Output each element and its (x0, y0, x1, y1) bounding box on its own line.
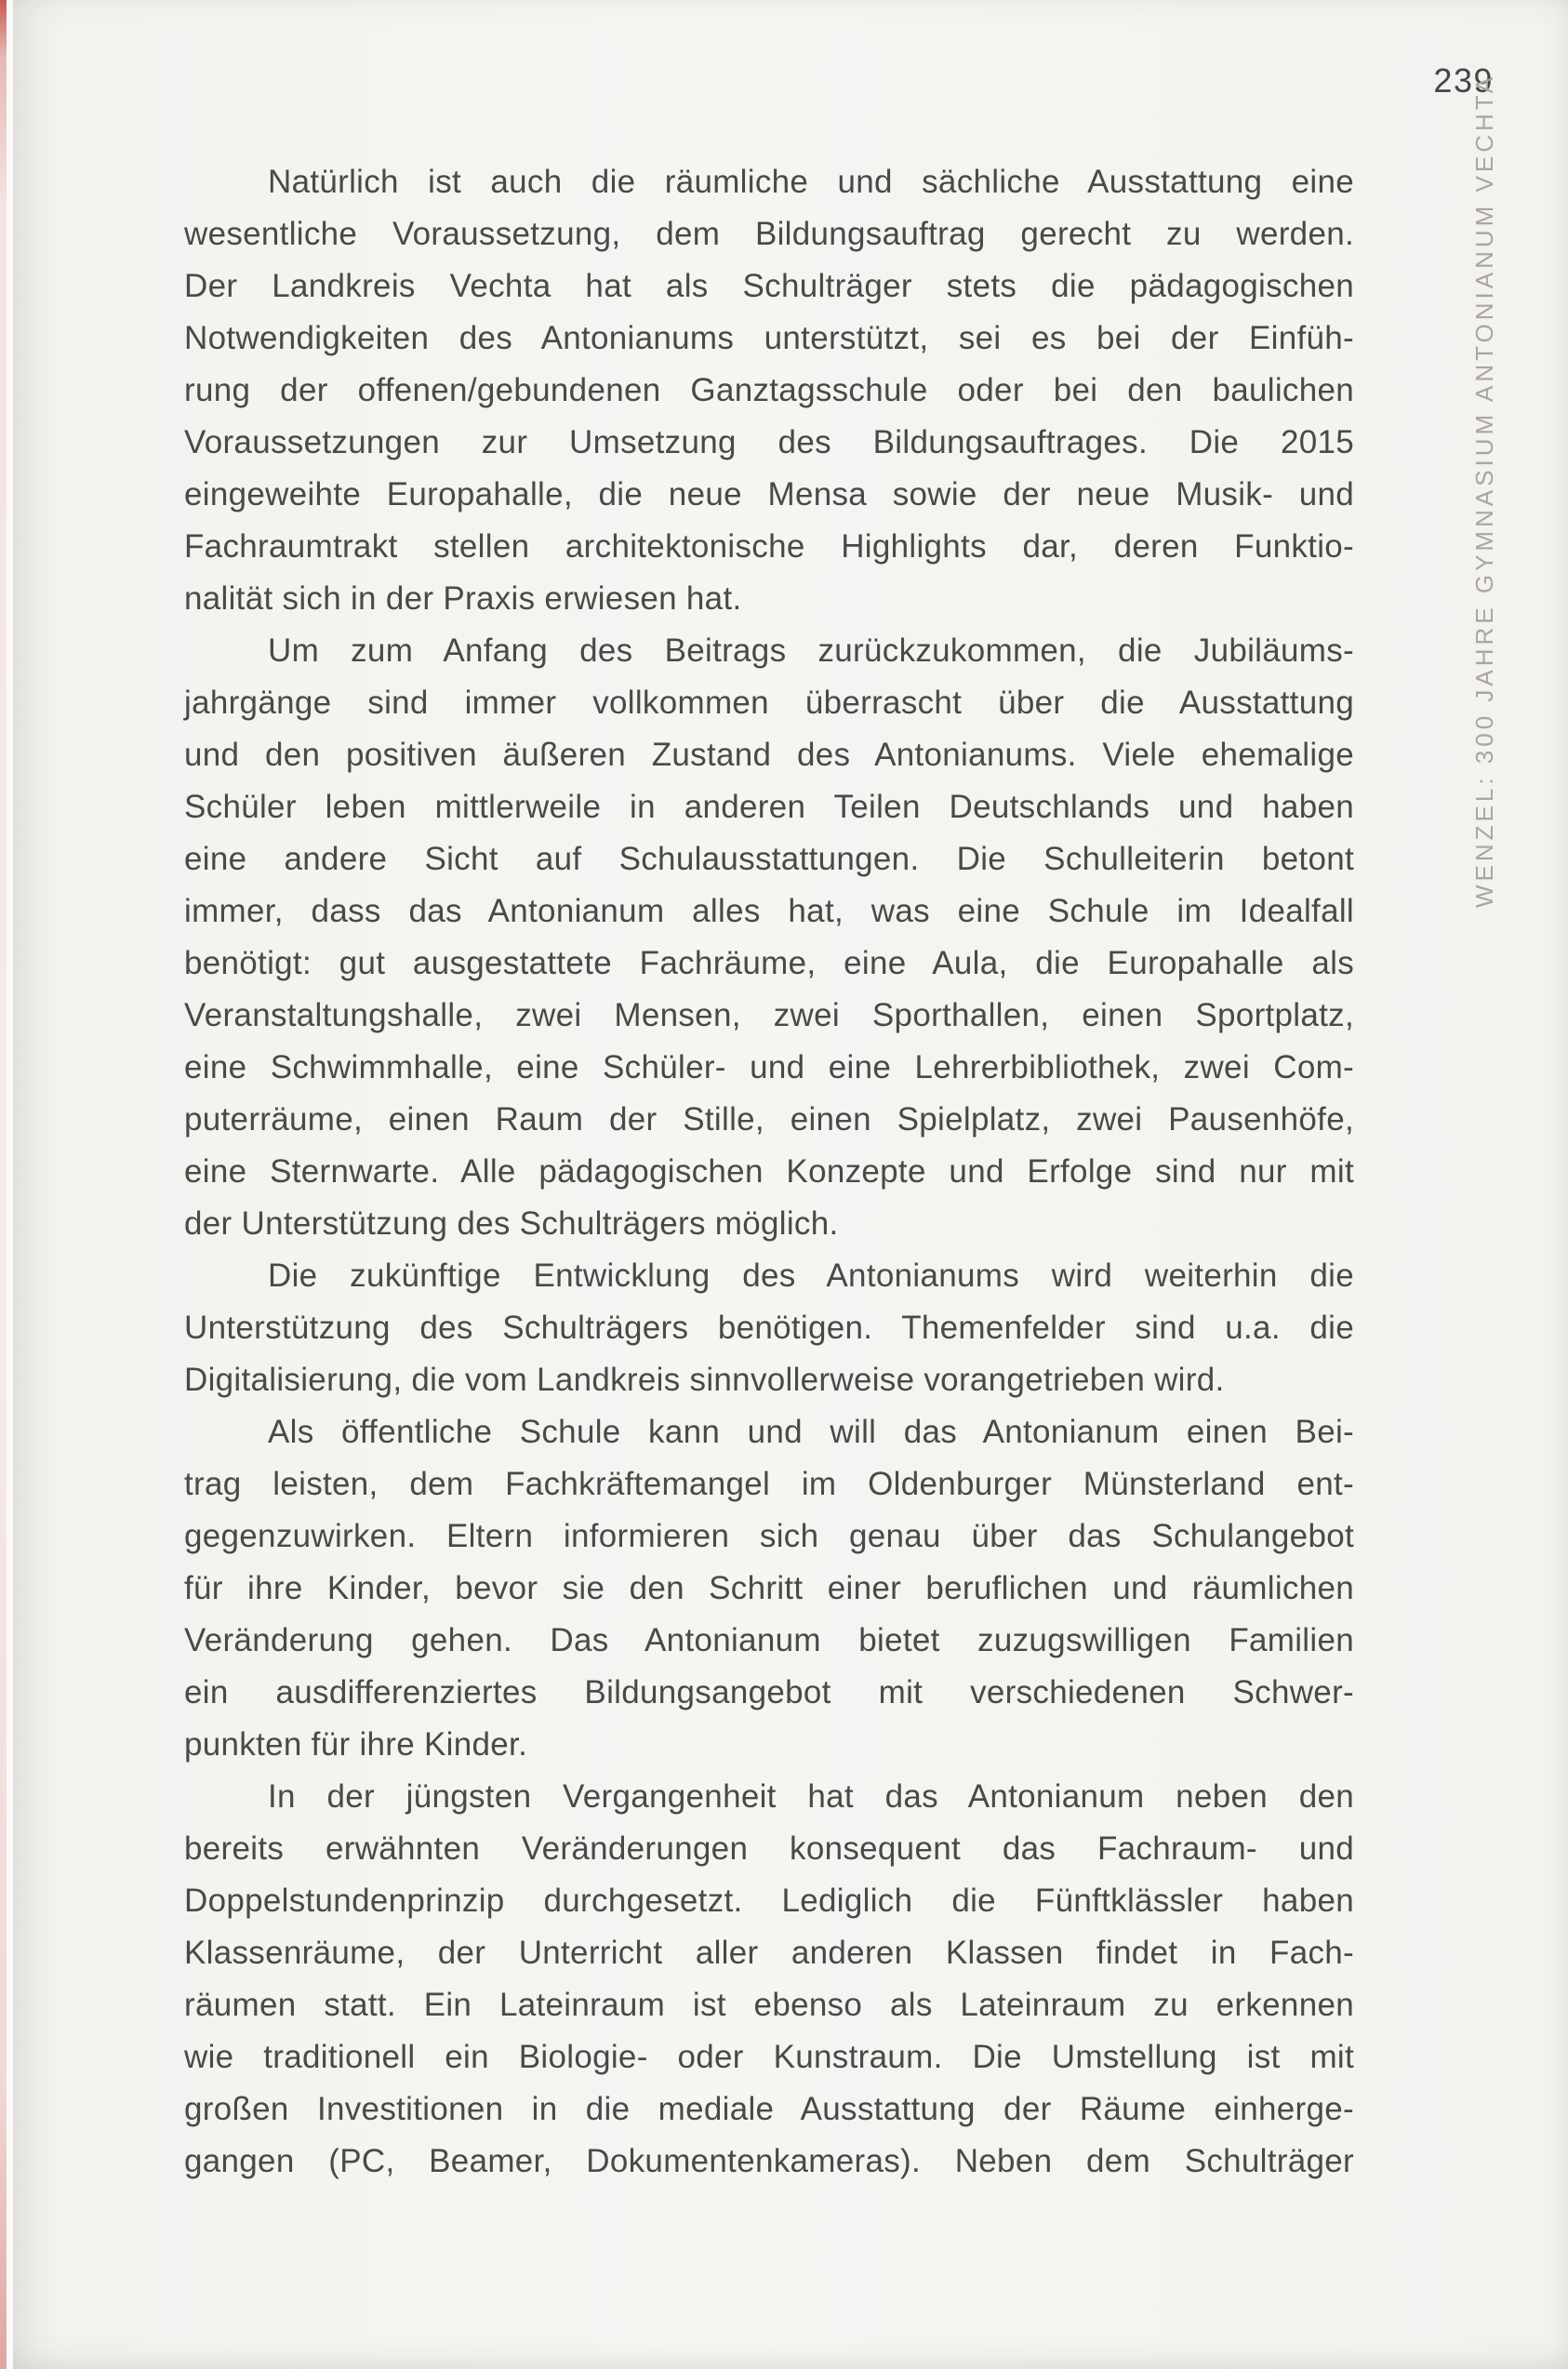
page-number: 239 (1433, 61, 1494, 100)
text-line: der Unterstützung des Schulträgers möglich. (184, 1205, 839, 1242)
text-line: rung der offenen/gebundenen Ganztagsschule oder bei den baulichen (184, 372, 1354, 408)
running-head-vertical: WENZEL: 300 JAHRE GYMNASIUM ANTONIANUM VECHTA (1470, 73, 1498, 908)
text-line: wesentliche Voraussetzung, dem Bildungsauftrag gerecht zu werden. (184, 216, 1354, 252)
text-line: für ihre Kinder, bevor sie den Schritt einer beruflichen und räumlichen (184, 1570, 1354, 1606)
text-line: eine Sternwarte. Alle pädagogischen Konzepte und Erfolge sind nur mit (184, 1153, 1354, 1190)
text-line: Fachraumtrakt stellen architektonische Highlights dar, deren Funktio- (184, 528, 1354, 565)
text-line: Unterstützung des Schulträgers benötigen. Themenfelder sind u.a. die (184, 1310, 1354, 1346)
text-line: Digitalisierung, die vom Landkreis sinnvollerweise vorangetrieben wird. (184, 1362, 1225, 1398)
text-line: und den positiven äußeren Zustand des Antonianums. Viele ehemalige (184, 737, 1354, 773)
text-line: Um zum Anfang des Beitrags zurückzukommen, die Jubiläums- (268, 632, 1354, 669)
text-line: nalität sich in der Praxis erwiesen hat. (184, 580, 742, 617)
text-line: großen Investitionen in die mediale Ausstattung der Räume einherge- (184, 2091, 1354, 2127)
text-line: eine Schwimmhalle, eine Schüler- und eine Lehrerbibliothek, zwei Com- (184, 1049, 1354, 1085)
text-line: Klassenräume, der Unterricht aller anderen Klassen findet in Fach- (184, 1935, 1354, 1971)
paragraph (184, 156, 1354, 625)
text-line: Veränderung gehen. Das Antonianum bietet zuzugswilligen Familien (184, 1622, 1354, 1658)
text-line: Doppelstundenprinzip durchgesetzt. Lediglich die Fünftklässler haben (184, 1883, 1354, 1919)
text-line: jahrgänge sind immer vollkommen überrascht über die Ausstattung (184, 685, 1354, 721)
text-line: eine andere Sicht auf Schulausstattungen. Die Schulleiterin betont (184, 841, 1354, 877)
paragraph (184, 1771, 1354, 2188)
text-line: punkten für ihre Kinder. (184, 1726, 528, 1763)
text-line: Veranstaltungshalle, zwei Mensen, zwei Sporthallen, einen Sportplatz, (184, 997, 1354, 1033)
scan-red-edge-artifact (0, 0, 7, 2369)
text-line: Als öffentliche Schule kann und will das Antonianum einen Bei- (268, 1414, 1354, 1450)
text-line: In der jüngsten Vergangenheit hat das Antonianum neben den (268, 1778, 1354, 1815)
text-line: ein ausdifferenziertes Bildungsangebot mit verschiedenen Schwer- (184, 1674, 1354, 1710)
text-line: immer, dass das Antonianum alles hat, was eine Schule im Idealfall (184, 893, 1354, 929)
text-line: gegenzuwirken. Eltern informieren sich genau über das Schulangebot (184, 1518, 1354, 1554)
paragraph (184, 625, 1354, 1250)
paragraph (184, 1250, 1354, 1406)
text-line: Voraussetzungen zur Umsetzung des Bildungsauftrages. Die 2015 (184, 424, 1354, 460)
text-line: Notwendigkeiten des Antonianums unterstützt, sei es bei der Einfüh- (184, 320, 1354, 356)
text-line: Die zukünftige Entwicklung des Antonianums wird weiterhin die (268, 1258, 1354, 1294)
text-line: wie traditionell ein Biologie- oder Kunstraum. Die Umstellung ist mit (184, 2039, 1354, 2075)
text-line: benötigt: gut ausgestattete Fachräume, eine Aula, die Europahalle als (184, 945, 1354, 981)
body-text (184, 156, 1354, 2188)
text-line: Der Landkreis Vechta hat als Schulträger stets die pädagogischen (184, 268, 1354, 304)
text-line: eingeweihte Europahalle, die neue Mensa sowie der neue Musik- und (184, 476, 1354, 512)
paragraph (184, 1406, 1354, 1771)
text-line: Schüler leben mittlerweile in anderen Teilen Deutschlands und haben (184, 789, 1354, 825)
text-line: räumen statt. Ein Lateinraum ist ebenso als Lateinraum zu erkennen (184, 1987, 1354, 2023)
text-line: puterräume, einen Raum der Stille, einen Spielplatz, zwei Pausenhöfe, (184, 1101, 1354, 1138)
text-line: Natürlich ist auch die räumliche und sächliche Ausstattung eine (268, 164, 1354, 200)
text-line: trag leisten, dem Fachkräftemangel im Oldenburger Münsterland ent- (184, 1466, 1354, 1502)
text-line: bereits erwähnten Veränderungen konsequent das Fachraum- und (184, 1830, 1354, 1867)
text-line: gangen (PC, Beamer, Dokumentenkameras). Neben dem Schulträger (184, 2143, 1354, 2179)
